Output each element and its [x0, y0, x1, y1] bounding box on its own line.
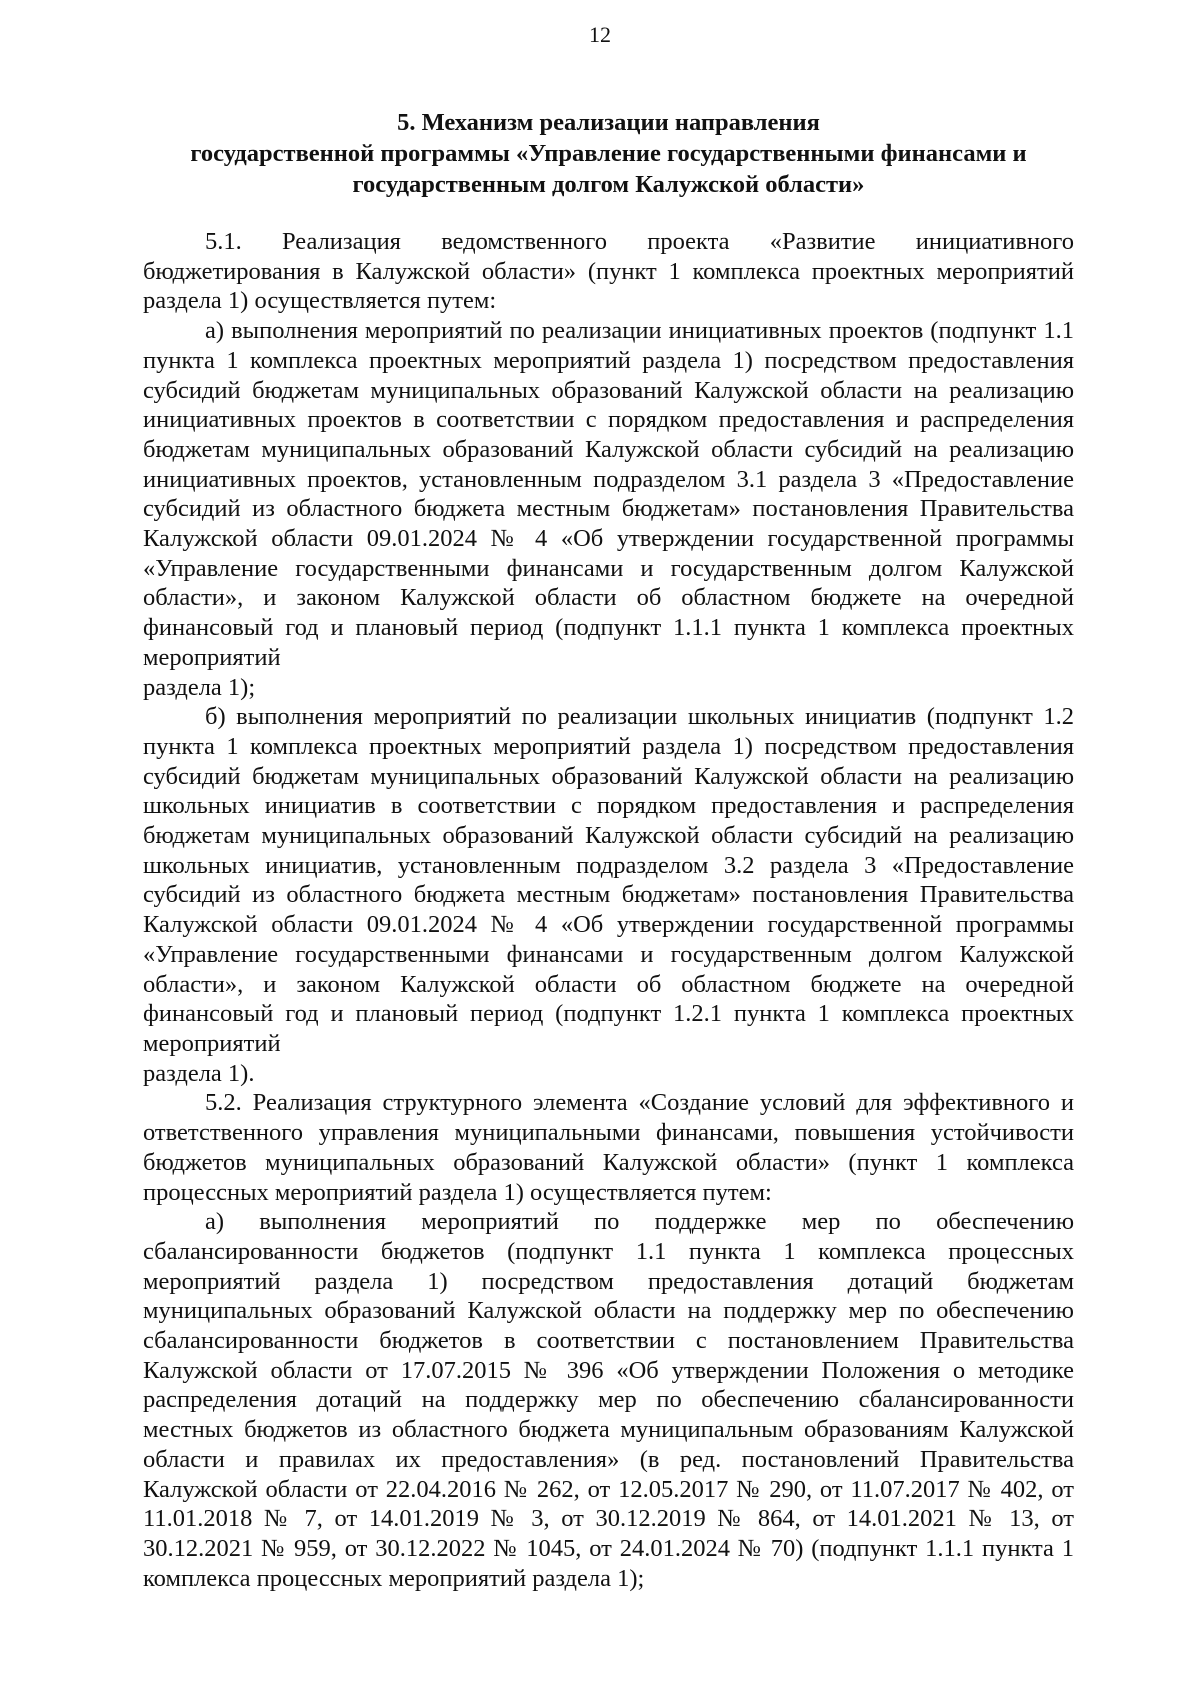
section-title-line-2: государственной программы «Управление государственными финансами и [190, 140, 1027, 167]
document-body [143, 227, 1074, 1593]
paragraph-5-1-b-end: раздела 1). [143, 1059, 255, 1087]
paragraph-5-1-b: б) выполнения мероприятий по реализации школьных инициатив (подпункт 1.2 пункта 1 комплекса проектных мероприятий раздела 1) посредством предоставления субсидий бюджетам муниципальных образований Калужской области на реализацию школьных инициатив в соответствии с порядком предоставления и распределения бюджетам муниципальных образований Калужской области субсидий на реализацию школьных инициатив, установленным подразделом 3.2 раздела 3 «Предоставление субсидий из областного бюджета местным бюджетам» постановления Правительства Калужской области 09.01.2024 № 4 «Об утверждении государственной программы «Управление государственными финансами и государственным долгом Калужской области», и законом Калужской области об областном бюджете на очередной финансовый год и плановый период (подпункт 1.2.1 пункта 1 комплекса проектных мероприятий [143, 703, 1074, 1057]
paragraph-5-1-a: а) выполнения мероприятий по реализации инициативных проектов (подпункт 1.1 пункта 1 комплекса проектных мероприятий раздела 1) посредством предоставления субсидий бюджетам муниципальных образований Калужской области на реализацию инициативных проектов в соответствии с порядком предоставления и распределения бюджетам муниципальных образований Калужской области субсидий на реализацию инициативных проектов, установленным подразделом 3.1 раздела 3 «Предоставление субсидий из областного бюджета местным бюджетам» постановления Правительства Калужской области 09.01.2024 № 4 «Об утверждении государственной программы «Управление государственными финансами и государственным долгом Калужской области», и законом Калужской области об областном бюджете на очередной финансовый год и плановый период (подпункт 1.1.1 пункта 1 комплекса проектных мероприятий [143, 317, 1074, 671]
paragraph-5-2-a: а) выполнения мероприятий по поддержке мер по обеспечению сбалансированности бюджетов (подпункт 1.1 пункта 1 комплекса процессных мероприятий раздела 1) посредством предоставления дотаций бюджетам муниципальных образований Калужской области на поддержку мер по обеспечению сбалансированности бюджетов в соответствии с постановлением Правительства Калужской области от 17.07.2015 № 396 «Об утверждении Положения о методике распределения дотаций на поддержку мер по обеспечению сбалансированности местных бюджетов из областного бюджета муниципальным образованиям Калужской области и правилах их предоставления» (в ред. постановлений Правительства Калужской области от 22.04.2016 № 262, от 12.05.2017 № 290, от 11.07.2017 № 402, от 11.01.2018 № 7, от 14.01.2019 № 3, от 30.12.2019 № 864, от 14.01.2021 № 13, от 30.12.2021 № 959, от 30.12.2022 № 1045, от 24.01.2024 № 70) (подпункт 1.1.1 пункта 1 комплекса процессных мероприятий раздела 1); [143, 1208, 1074, 1592]
section-title [143, 107, 1074, 200]
section-title-line-3: государственным долгом Калужской области» [352, 171, 865, 198]
paragraph-5-1: 5.1. Реализация ведомственного проекта «Развитие инициативного бюджетирования в Калужской области» (пункт 1 комплекса проектных мероприятий раздела 1) осуществляется путем: [143, 228, 1074, 315]
page-number: 12 [589, 22, 611, 47]
paragraph-5-2: 5.2. Реализация структурного элемента «Создание условий для эффективного и ответственного управления муниципальными финансами, повышения устойчивости бюджетов муниципальных образований Калужской области» (пункт 1 комплекса процессных мероприятий раздела 1) осуществляется путем: [143, 1089, 1074, 1206]
section-title-line-1: 5. Механизм реализации направления [397, 109, 820, 136]
paragraph-5-1-a-end: раздела 1); [143, 673, 256, 701]
